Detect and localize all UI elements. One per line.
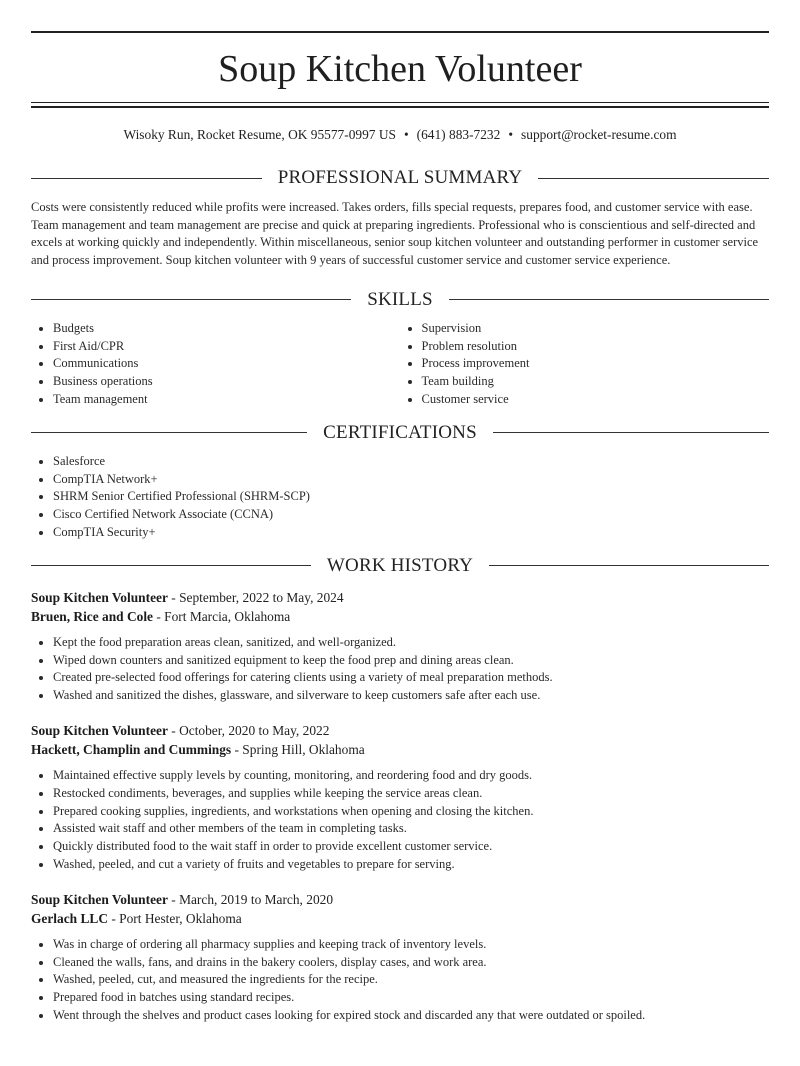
job-title-line — [31, 588, 769, 607]
list-item: • Washed and sanitized the dishes, glassware, and silverware to keep customers safe after each use. — [53, 687, 769, 705]
list-item: • Kept the food preparation areas clean, sanitized, and well-organized. — [53, 634, 769, 652]
job-company: Gerlach LLC — [31, 910, 108, 926]
list-item: • Team building — [422, 373, 770, 391]
section-title: WORK HISTORY — [326, 554, 474, 576]
divider-line — [31, 565, 311, 566]
section-title: CERTIFICATIONS — [323, 421, 477, 443]
list-item: • Salesforce — [53, 453, 769, 471]
list-item: • Prepared food in batches using standard recipes. — [53, 989, 769, 1007]
job-title-line — [31, 890, 769, 909]
job-location: - Port Hester, Oklahoma — [108, 910, 242, 926]
separator-dot: • — [508, 127, 514, 142]
list-item: • Problem resolution — [422, 338, 770, 356]
job-company-line — [31, 909, 769, 928]
top-rule — [31, 31, 769, 33]
divider-line — [31, 299, 351, 300]
section-heading-skills — [31, 288, 769, 312]
list-item: • Assisted wait staff and other members of the team in completing tasks. — [53, 820, 769, 838]
list-item: • Cleaned the walls, fans, and drains in the bakery coolers, display cases, and work area. — [53, 954, 769, 972]
section-heading-summary — [31, 166, 769, 190]
summary-text: Costs were consistently reduced while profits were increased. Takes orders, fills special requests, prepares food, and customer service with ease. Team management and team management are precise and quick at preparing ingredients. Professional who is conscientious and self-directed and excels at working quickly and independently. Within miscellaneous, senior soup kitchen volunteer and outstanding performer in customer service and process improvement. Soup kitchen volunteer with 9 years of successful customer service and customer service experience. — [31, 200, 759, 268]
section-heading-work-history — [31, 554, 769, 578]
divider-line — [31, 432, 307, 433]
list-item: • Created pre-selected food offerings for catering clients using a variety of meal preparation methods. — [53, 669, 769, 687]
list-item: • Maintained effective supply levels by counting, monitoring, and reordering food and dry goods. — [53, 767, 769, 785]
job-company-line — [31, 740, 769, 759]
list-item: • CompTIA Network+ — [53, 471, 769, 489]
divider-line — [449, 299, 769, 300]
list-item: • Was in charge of ordering all pharmacy supplies and keeping track of inventory levels. — [53, 936, 769, 954]
candidate-name: Soup Kitchen Volunteer — [218, 48, 582, 90]
list-item: • Communications — [53, 355, 401, 373]
job-bullets — [31, 936, 769, 1025]
list-item: • Went through the shelves and product cases looking for expired stock and discarded any that were outdated or spoiled. — [53, 1007, 769, 1025]
job-entry — [31, 721, 769, 874]
job-title: Soup Kitchen Volunteer — [31, 891, 168, 907]
job-dates: - September, 2022 to May, 2024 — [167, 589, 344, 605]
list-item: • Business operations — [53, 373, 401, 391]
skills-column-right — [401, 320, 770, 409]
job-dates: - March, 2019 to March, 2020 — [167, 891, 334, 907]
list-item: • First Aid/CPR — [53, 338, 401, 356]
list-item: • Supervision — [422, 320, 770, 338]
header-double-rule — [31, 102, 769, 108]
resume-page — [0, 31, 800, 1025]
list-item: • Customer service — [422, 391, 770, 409]
list-item: • Cisco Certified Network Associate (CCNA) — [53, 506, 769, 524]
list-item: • Team management — [53, 391, 401, 409]
job-title: Soup Kitchen Volunteer — [31, 589, 168, 605]
list-item: • Washed, peeled, and cut a variety of fruits and vegetables to prepare for serving. — [53, 856, 769, 874]
divider-line — [493, 432, 769, 433]
section-title: SKILLS — [367, 288, 433, 310]
list-item: • Washed, peeled, cut, and measured the ingredients for the recipe. — [53, 971, 769, 989]
list-item: • Prepared cooking supplies, ingredients, and workstations when opening and closing the kitchen. — [53, 803, 769, 821]
job-dates: - October, 2020 to May, 2022 — [167, 722, 330, 738]
section-heading-certifications — [31, 421, 769, 445]
list-item: • Restocked condiments, beverages, and supplies while keeping the service areas clean. — [53, 785, 769, 803]
job-location: - Fort Marcia, Oklahoma — [153, 608, 291, 624]
job-title: Soup Kitchen Volunteer — [31, 722, 168, 738]
list-item: • Budgets — [53, 320, 401, 338]
job-bullets — [31, 767, 769, 874]
job-bullets — [31, 634, 769, 705]
job-title-line — [31, 721, 769, 740]
skills-column-left — [31, 320, 401, 409]
skills-list — [31, 320, 769, 409]
job-company: Bruen, Rice and Cole — [31, 608, 153, 624]
certifications-list — [31, 453, 769, 542]
list-item: • Process improvement — [422, 355, 770, 373]
divider-line — [31, 178, 262, 179]
job-entry — [31, 588, 769, 705]
divider-line — [489, 565, 769, 566]
list-item: • Wiped down counters and sanitized equipment to keep the food prep and dining areas clean. — [53, 652, 769, 670]
job-company: Hackett, Champlin and Cummings — [31, 741, 232, 757]
divider-line — [538, 178, 769, 179]
job-company-line — [31, 607, 769, 626]
contact-line — [31, 126, 769, 144]
job-location: - Spring Hill, Oklahoma — [231, 741, 365, 757]
section-title: PROFESSIONAL SUMMARY — [277, 167, 523, 188]
list-item: • CompTIA Security+ — [53, 524, 769, 542]
list-item: • SHRM Senior Certified Professional (SHRM-SCP) — [53, 488, 769, 506]
separator-dot: • — [403, 127, 409, 142]
contact-address: Wisoky Run, Rocket Resume, OK 95577-0997 US — [123, 127, 396, 142]
contact-phone: (641) 883-7232 — [416, 127, 501, 142]
contact-email: support@rocket-resume.com — [521, 127, 677, 142]
job-entry — [31, 890, 769, 1025]
list-item: • Quickly distributed food to the wait staff in order to provide excellent customer service. — [53, 838, 769, 856]
